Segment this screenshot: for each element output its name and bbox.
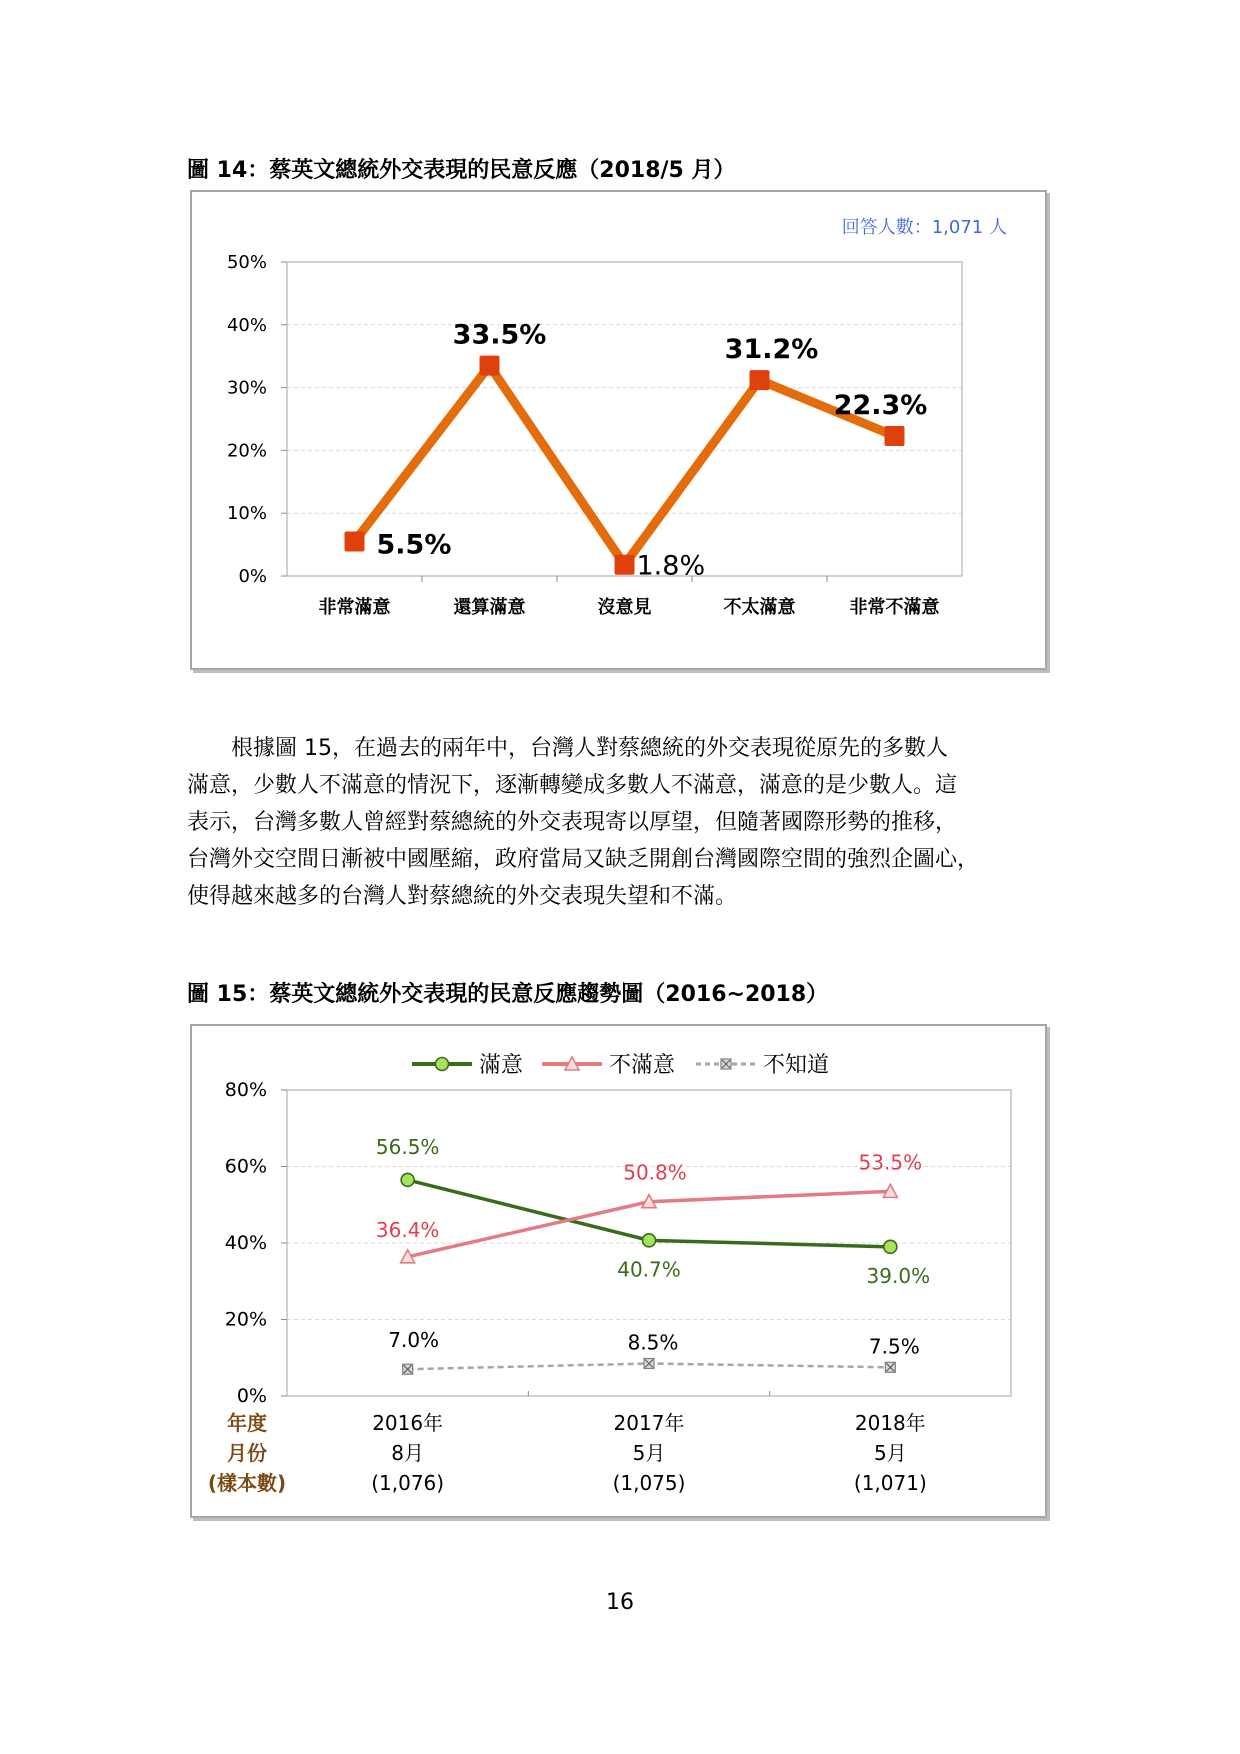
x-tick-label: 非常滿意: [318, 597, 391, 618]
paragraph-line: 滿意，少數人不滿意的情況下，逐漸轉變成多數人不滿意，滿意的是少數人。這: [187, 773, 958, 798]
data-label: 31.2%: [724, 334, 819, 366]
respondents-count: 回答人數：1,071 人: [841, 217, 1007, 238]
figure-14-chart: [192, 192, 1045, 668]
x-tick-label: 沒意見: [597, 597, 652, 618]
data-label: 53.5%: [858, 1150, 923, 1175]
paragraph-line: 根據圖 15，在過去的兩年中，台灣人對蔡總統的外交表現從原先的多數人: [231, 736, 948, 761]
figure-15-caption: 圖 15：蔡英文總統外交表現的民意反應趨勢圖（2016~2018）: [187, 982, 829, 1007]
data-point: [480, 356, 500, 376]
y-tick-label: 60%: [224, 1155, 267, 1178]
x-tick-year: 2018年: [854, 1411, 926, 1435]
y-tick-label: 0%: [238, 566, 267, 587]
legend-label: 滿意: [479, 1053, 524, 1078]
data-label: 33.5%: [452, 319, 547, 351]
x-tick-year: 2017年: [613, 1411, 685, 1435]
body-paragraph: [187, 730, 1057, 915]
y-tick-label: 30%: [226, 377, 267, 399]
legend-marker: [436, 1058, 449, 1071]
y-tick-label: 20%: [224, 1308, 267, 1331]
row-label: (樣本數): [207, 1471, 287, 1495]
data-label: 7.5%: [868, 1334, 920, 1359]
data-label: 56.5%: [375, 1134, 440, 1159]
data-label: 1.8%: [636, 550, 706, 582]
data-point: [401, 1173, 414, 1186]
x-tick-month: 5月: [632, 1441, 666, 1465]
paragraph-line: 使得越來越多的台灣人對蔡總統的外交表現失望和不滿。: [187, 884, 738, 909]
x-tick-label: 非常不滿意: [849, 597, 940, 618]
y-tick-label: 20%: [226, 440, 267, 462]
y-tick-label: 50%: [226, 252, 267, 273]
data-label: 5.5%: [376, 529, 452, 561]
y-tick-label: 10%: [226, 503, 267, 525]
x-tick-sample: (1,075): [612, 1471, 686, 1495]
data-label: 36.4%: [375, 1217, 440, 1242]
x-tick-sample: (1,071): [853, 1471, 927, 1495]
y-tick-label: 0%: [236, 1385, 267, 1407]
x-tick-month: 8月: [391, 1441, 425, 1465]
paragraph-line: 台灣外交空間日漸被中國壓縮，政府當局又缺乏開創台灣國際空間的強烈企圖心，: [187, 847, 980, 872]
paragraph-line: 表示，台灣多數人曾經對蔡總統的外交表現寄以厚望，但隨著國際形勢的推移，: [187, 810, 958, 835]
figure-14-chart-frame: [190, 190, 1047, 670]
data-label: 8.5%: [627, 1330, 679, 1355]
y-tick-label: 40%: [224, 1232, 267, 1254]
legend-label: 不知道: [763, 1053, 830, 1078]
x-tick-sample: (1,076): [371, 1471, 445, 1495]
data-point: [345, 531, 365, 551]
data-label: 22.3%: [833, 389, 928, 421]
data-point: [615, 555, 635, 575]
x-tick-month: 5月: [873, 1441, 907, 1465]
data-label: 40.7%: [617, 1257, 681, 1282]
figure-15-chart: [192, 1026, 1045, 1516]
y-tick-label: 40%: [226, 314, 267, 336]
data-label: 50.8%: [623, 1160, 687, 1185]
data-point: [884, 1240, 897, 1253]
data-point: [643, 1234, 656, 1247]
legend-label: 不滿意: [609, 1053, 676, 1078]
figure-15-chart-frame: [190, 1024, 1047, 1518]
data-label: 7.0%: [388, 1328, 440, 1353]
y-tick-label: 80%: [224, 1079, 267, 1101]
data-label: 39.0%: [866, 1263, 931, 1288]
row-label: 年度: [227, 1411, 267, 1435]
data-point: [750, 370, 770, 390]
figure-14-caption: 圖 14：蔡英文總統外交表現的民意反應（2018/5 月）: [187, 158, 736, 183]
x-tick-label: 不太滿意: [723, 597, 796, 618]
page-number: 16: [606, 1590, 634, 1615]
x-tick-label: 還算滿意: [453, 597, 526, 618]
row-label: 月份: [227, 1441, 267, 1465]
data-point: [885, 426, 905, 446]
x-tick-year: 2016年: [372, 1411, 444, 1435]
